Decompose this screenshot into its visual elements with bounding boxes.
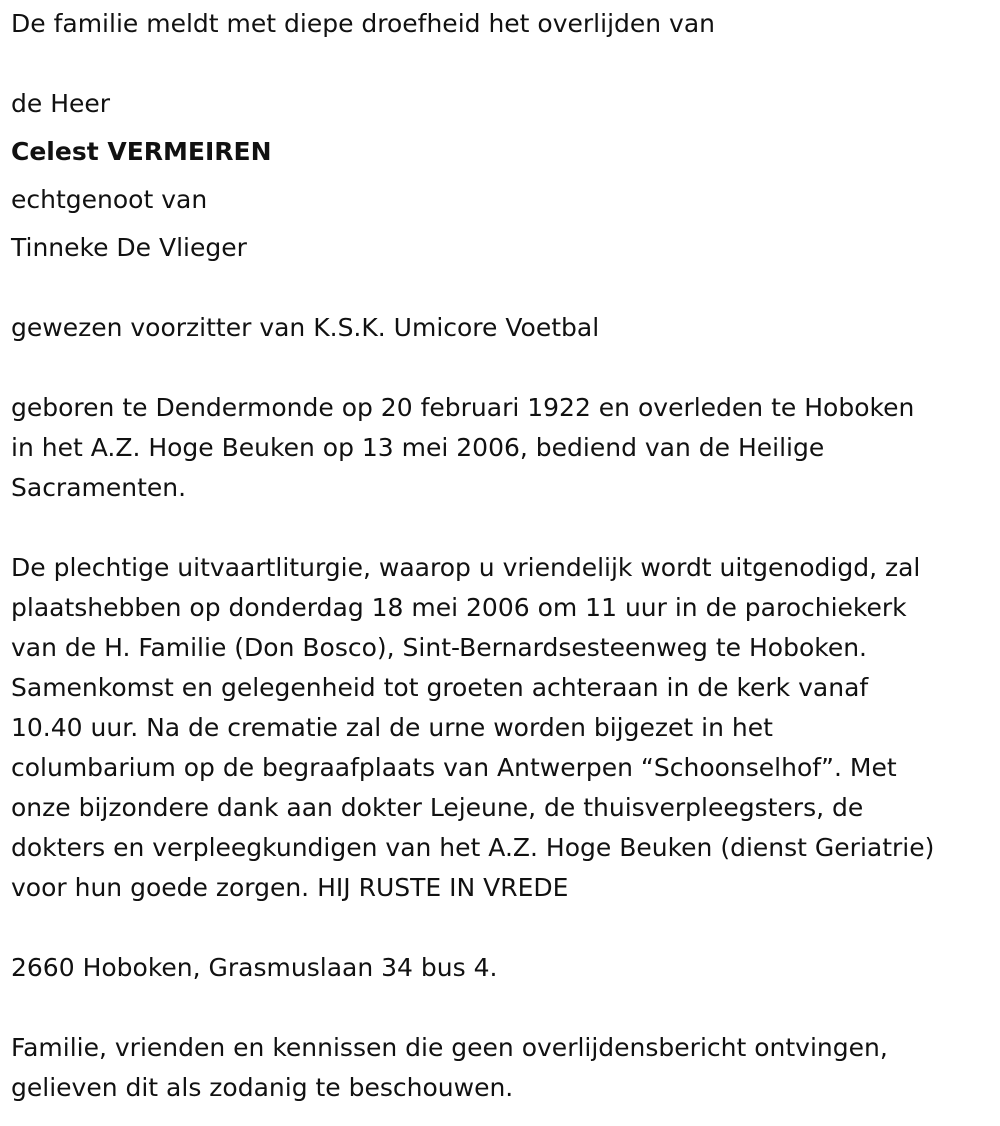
spacer xyxy=(11,348,996,388)
ceremony-line: 10.40 uur. Na de crematie zal de urne worden bijgezet in het xyxy=(11,713,773,742)
relation-text: echtgenoot van xyxy=(11,185,208,214)
spacer xyxy=(11,508,996,548)
role-text: gewezen voorzitter van K.S.K. Umicore Voetbal xyxy=(11,313,600,342)
closing-line: Familie, vrienden en kennissen die geen overlijdensbericht ontvingen, xyxy=(11,1033,888,1062)
birth-death-line: in het A.Z. Hoge Beuken op 13 mei 2006, bediend van de Heilige xyxy=(11,433,825,462)
ceremony-line: van de H. Familie (Don Bosco), Sint-Bernardsesteenweg te Hoboken. xyxy=(11,633,867,662)
ceremony-line: Samenkomst en gelegenheid tot groeten achteraan in de kerk vanaf xyxy=(11,673,869,702)
spacer xyxy=(11,268,996,308)
ceremony-line: dokters en verpleegkundigen van het A.Z. Hoge Beuken (dienst Geriatrie) xyxy=(11,833,935,862)
ceremony-line: plaatshebben op donderdag 18 mei 2006 om 11 uur in de parochiekerk xyxy=(11,593,907,622)
spouse-name: Tinneke De Vlieger xyxy=(11,233,247,262)
ceremony-line: De plechtige uitvaartliturgie, waarop u vriendelijk wordt uitgenodigd, zal xyxy=(11,553,921,582)
deceased-name: Celest VERMEIREN xyxy=(11,137,272,166)
death-notice xyxy=(11,4,996,1108)
spacer xyxy=(11,908,996,948)
closing-line: gelieven dit als zodanig te beschouwen. xyxy=(11,1073,514,1102)
spacer xyxy=(11,988,996,1028)
ceremony-line: voor hun goede zorgen. HIJ RUSTE IN VREDE xyxy=(11,873,569,902)
intro-text: De familie meldt met diepe droefheid het overlijden van xyxy=(11,9,716,38)
birth-death-line: geboren te Dendermonde op 20 februari 1922 en overleden te Hoboken xyxy=(11,393,915,422)
closing-paragraph xyxy=(11,1028,996,1108)
ceremony-line: onze bijzondere dank aan dokter Lejeune, de thuisverpleegsters, de xyxy=(11,793,864,822)
spacer xyxy=(11,44,996,84)
birth-death-line: Sacramenten. xyxy=(11,473,187,502)
ceremony-line: columbarium op de begraafplaats van Antwerpen “Schoonselhof”. Met xyxy=(11,753,897,782)
ceremony-paragraph xyxy=(11,548,996,908)
address-text: 2660 Hoboken, Grasmuslaan 34 bus 4. xyxy=(11,953,498,982)
birth-death-paragraph xyxy=(11,388,996,508)
honorific: de Heer xyxy=(11,89,111,118)
